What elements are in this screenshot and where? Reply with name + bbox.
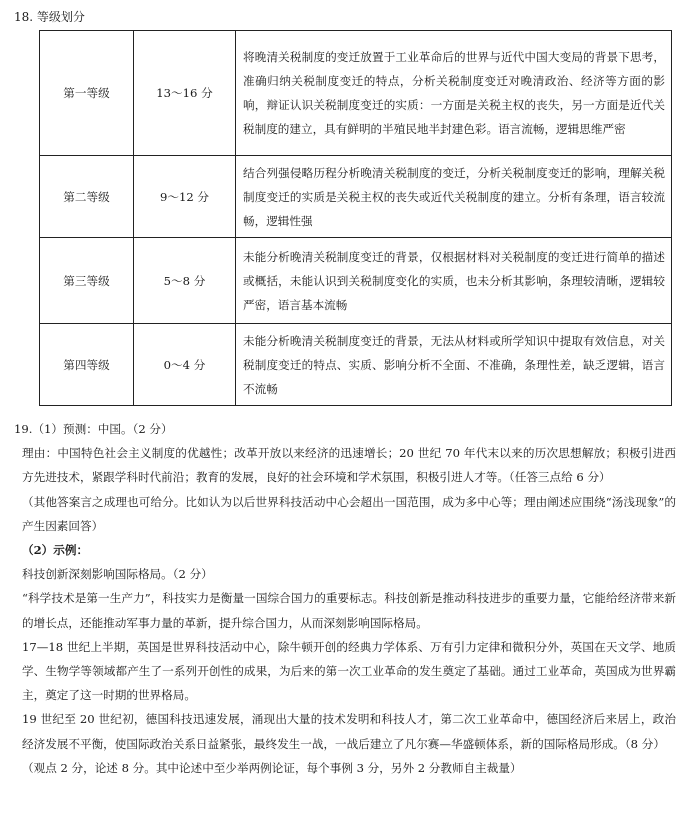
- example-germany: 19 世纪至 20 世纪初，德国科技迅速发展，涌现出大量的技术发明和科技人才，第二次工业革命中，德国经济后来居上，政治经济发展不平衡，使国际政治关系日益紧张，最终发生一战，一战后建立了凡尔赛—华盛顿体系，新的国际格局形成。（8 分）: [22, 712, 676, 751]
- alternative-note: （其他答案言之成理也可给分。比如认为以后世界科技活动中心会超出一国范围，成为多中心等；理由阐述应围绕“汤浅现象”的产生因素回答）: [22, 494, 676, 533]
- question-19-answer: [14, 417, 676, 780]
- example-britain: 17—18 世纪上半期，英国是世界科技活动中心，除牛顿开创的经典力学体系、万有引力定律和微积分外，英国在天文学、地质学、生物学等领域都产生了一系列开创性的成果，为后来的第一次工业革命的发生奠定了基础。通过工业革命，英国成为世界霸主，奠定了这一时期的世界格局。: [22, 639, 676, 703]
- level-cell: 第二等级: [40, 156, 134, 238]
- description-cell: 未能分析晚清关税制度变迁的背景，仅根据材料对关税制度的变迁进行简单的描述或概括，未能认识到关税制度变化的实质，也未分析其影响，条理较清晰，逻辑较严密，语言基本流畅: [236, 238, 672, 324]
- description-cell: 未能分析晚清关税制度变迁的背景，无法从材料或所学知识中提取有效信息，对关税制度变迁的特点、实质、影响分析不全面、不准确，条理性差，缺乏逻辑，语言不流畅: [236, 324, 672, 406]
- table-row: [40, 238, 672, 324]
- part2-heading: （2）示例：: [22, 543, 89, 558]
- table-row: [40, 156, 672, 238]
- points-cell: 9～12 分: [134, 156, 236, 238]
- level-cell: 第三等级: [40, 238, 134, 324]
- prediction-line: 19.（1）预测：中国。（2 分）: [14, 422, 173, 436]
- points-cell: 13～16 分: [134, 31, 236, 156]
- table-row: [40, 324, 672, 406]
- level-cell: 第四等级: [40, 324, 134, 406]
- points-cell: 0～4 分: [134, 324, 236, 406]
- thesis-line: 科技创新深刻影响国际格局。（2 分）: [22, 567, 213, 582]
- description-cell: 将晚清关税制度的变迁放置于工业革命后的世界与近代中国大变局的背景下思考，准确归纳关税制度变迁的特点，分析关税制度变迁对晚清政治、经济等方面的影响，辩证认识关税制度变迁的实质：一方面是关税主权的丧失，另一方面是近代关税制度的建立，具有鲜明的半殖民地半封建色彩。语言流畅，逻辑思维严密: [236, 31, 672, 156]
- reason-paragraph: 理由：中国特色社会主义制度的优越性；改革开放以来经济的迅速增长；20 世纪 70 年代末以来的历次思想解放；积极引进西方先进技术，紧跟学科时代前沿；教育的发展，良好的社会环境和学术氛围，积极引进人才等。（任答三点给 6 分）: [22, 446, 676, 485]
- level-cell: 第一等级: [40, 31, 134, 156]
- points-cell: 5～8 分: [134, 238, 236, 324]
- question-18-title: 18. 等级划分: [14, 10, 85, 24]
- table-row: [40, 31, 672, 156]
- description-cell: 结合列强侵略历程分析晚清关税制度的变迁，分析关税制度变迁的影响，理解关税制度变迁的实质是关税主权的丧失或近代关税制度的建立。分析有条理，语言较流畅，逻辑性强: [236, 156, 672, 238]
- scoring-note: （观点 2 分，论述 8 分。其中论述中至少举两例论证，每个事例 3 分，另外 2 分教师自主裁量）: [22, 760, 522, 775]
- grading-table: [39, 30, 672, 406]
- argument-paragraph: “科学技术是第一生产力”，科技实力是衡量一国综合国力的重要标志。科技创新是推动科技进步的重要力量，它能给经济带来新的增长点，还能推动军事力量的革新，提升综合国力，从而深刻影响国际格局。: [22, 591, 676, 630]
